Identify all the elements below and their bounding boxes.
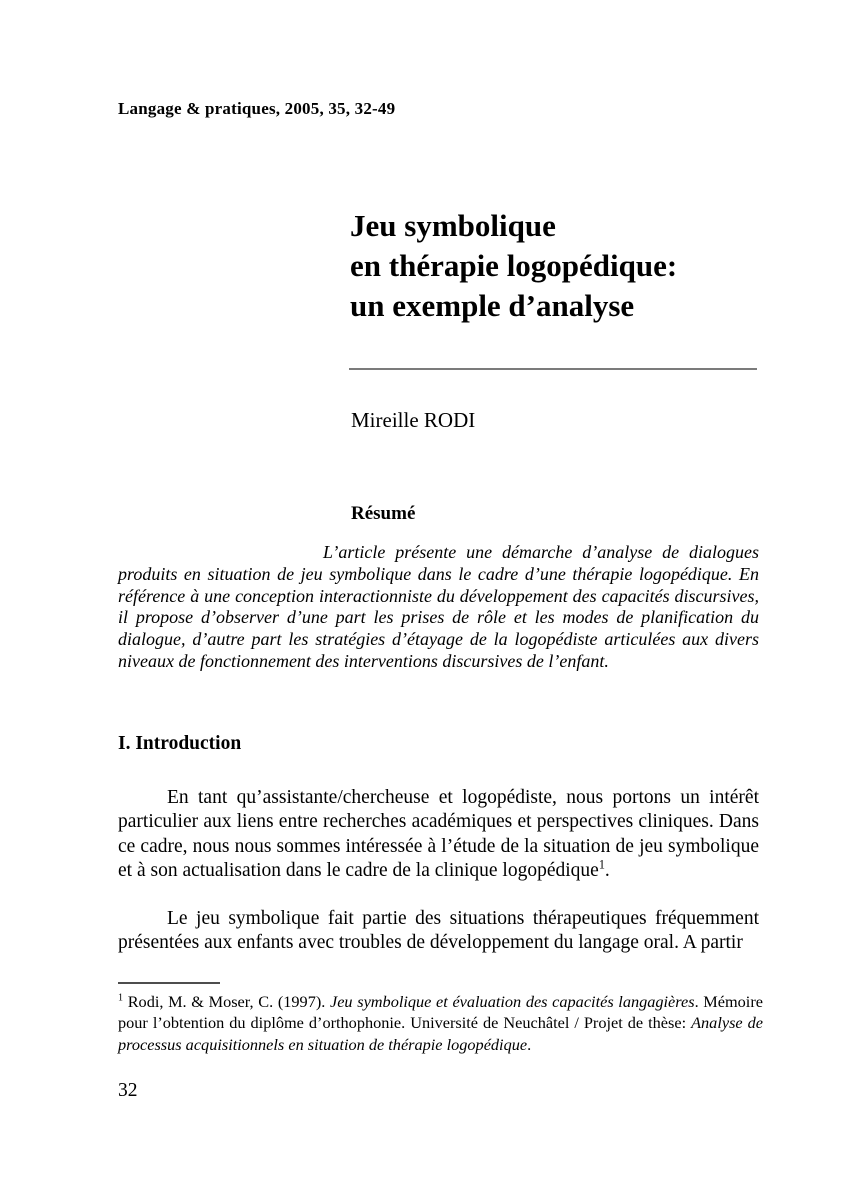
journal-header: Langage & pratiques, 2005, 35, 32-49 bbox=[118, 99, 396, 118]
section-heading-introduction: I. Introduction bbox=[118, 733, 242, 754]
intro-paragraph-1 bbox=[118, 786, 759, 884]
paper-title bbox=[350, 206, 677, 326]
page-number: 32 bbox=[118, 1080, 138, 1101]
author-name: Mireille RODI bbox=[351, 408, 476, 432]
title-line-2: en thérapie logopédique: bbox=[350, 248, 678, 283]
footnote-divider-rule bbox=[118, 982, 220, 984]
intro-paragraph-1-period: . bbox=[604, 860, 610, 882]
footnote-1-marker: 1 bbox=[118, 992, 124, 1004]
title-line-3: un exemple d’analyse bbox=[350, 288, 635, 323]
footnote-reference-1: 1 bbox=[598, 857, 605, 872]
footnote-1-thesis-title: Analyse de processus acquisitionnels en situation de thérapie logopédique bbox=[118, 1013, 763, 1054]
intro-paragraph-1-text: En tant qu’assistante/chercheuse et logopédiste, nous portons un intérêt particulier aux liens entre recherches académiques et perspectives cliniques. Dans ce cadre, nous nous sommes intéressée à l’étude de la situation de jeu symbolique et à son actualisation dans le cadre de la clinique logopédique bbox=[118, 787, 759, 882]
intro-paragraph-2: Le jeu symbolique fait partie des situations thérapeutiques fréquemment présentées aux enfants avec troubles de développement du langage oral. A partir bbox=[118, 908, 759, 954]
footnote-1 bbox=[118, 991, 763, 1055]
footnote-1-citation-middle: . Mémoire pour l’obtention du diplôme d’orthophonie. Université de Neuchâtel / Projet de thèse: bbox=[118, 992, 763, 1033]
footnote-1-work-title: Jeu symbolique et évaluation des capacités langagières bbox=[329, 992, 695, 1011]
abstract-heading: Résumé bbox=[351, 503, 416, 524]
footnote-1-citation-end: . bbox=[527, 1034, 532, 1054]
footnote-1-citation-start: Rodi, M. & Moser, C. (1997). bbox=[123, 992, 330, 1011]
title-line-1: Jeu symbolique bbox=[350, 208, 556, 243]
title-divider-rule bbox=[349, 368, 757, 370]
abstract-text: L’article présente une démarche d’analyse de dialogues produits en situation de jeu symbolique dans le cadre d’une thérapie logopédique. En référence à une conception interactionniste du développement des capacités discursives, il propose d’observer d’une part les prises de rôle et les modes de planification du dialogue, d’autre part les stratégies d’étayage de la logopédiste articulées aux divers niveaux de fonctionnement des interventions discursives de l’enfant. bbox=[118, 542, 759, 671]
